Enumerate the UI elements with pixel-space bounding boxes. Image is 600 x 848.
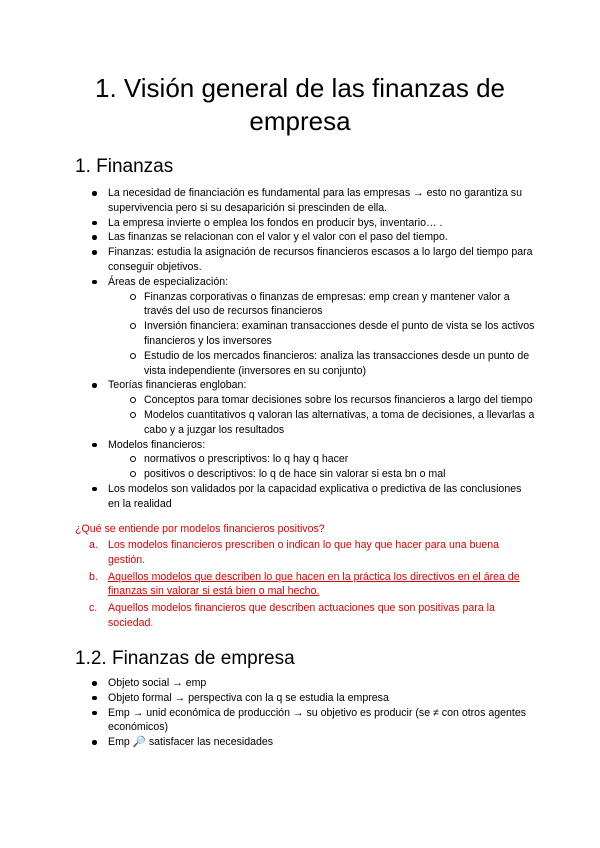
- list-item: Objeto formal → perspectiva con la q se estudia la empresa: [75, 691, 535, 706]
- list-item: La necesidad de financiación es fundamental para las empresas → esto no garantiza su supervivencia pero si su desaparición si prescinden de ella.: [75, 186, 535, 216]
- sub-list-item: Finanzas corporativas o finanzas de empresas: emp crean y mantener valor a través del uso de recursos financieros: [75, 290, 535, 320]
- bullet-icon: [92, 740, 97, 745]
- bullet-icon: [92, 250, 97, 255]
- sub-list-item: Inversión financiera: examinan transacciones desde el punto de vista se los activos financieros y los inversores: [75, 319, 535, 349]
- finanzas-list: [75, 186, 535, 512]
- bullet-icon: [92, 696, 97, 701]
- sub-list-item: Conceptos para tomar decisiones sobre los recursos financieros a largo del tiempo: [75, 393, 535, 408]
- bullet-icon: [92, 681, 97, 686]
- list-item: Áreas de especialización:: [75, 275, 535, 290]
- circle-bullet-icon: [130, 323, 136, 329]
- list-item: Teorías financieras engloban:: [75, 378, 535, 393]
- quiz-option-b: b. Aquellos modelos que describen lo que hacen en la práctica los directivos en el área de finanzas sin valorar si está bien o mal hecho.: [89, 570, 520, 598]
- quiz-option-a: a. Los modelos financieros prescriben o indican lo que hay que hacer para una buena gestión.: [89, 539, 500, 566]
- circle-bullet-icon: [130, 412, 136, 418]
- bullet-icon: [92, 221, 97, 226]
- list-item: Las finanzas se relacionan con el valor y el valor con el paso del tiempo.: [75, 230, 535, 245]
- section-heading-finanzas-de-empresa: 1.2. Finanzas de empresa: [75, 648, 295, 669]
- sub-list-item: normativos o prescriptivos: lo q hay q hacer: [75, 452, 535, 467]
- section-heading-finanzas: 1. Finanzas: [75, 156, 174, 177]
- bullet-icon: [92, 383, 97, 388]
- page-title: 1. Visión general de las finanzas de empresa: [94, 73, 506, 136]
- list-item: Finanzas: estudia la asignación de recursos financieros escasos a lo largo del tiempo para conseguir objetivos.: [75, 245, 535, 275]
- bullet-icon: [92, 711, 97, 716]
- circle-bullet-icon: [130, 294, 136, 300]
- finanzas-empresa-list: [75, 676, 535, 750]
- quiz-question: ¿Qué se entiende por modelos financieros positivos?: [75, 523, 325, 535]
- circle-bullet-icon: [130, 397, 136, 403]
- sub-list-item: Modelos cuantitativos q valoran las alternativas, a toma de decisiones, a llevarlas a cabo y a juzgar los resultados: [75, 408, 535, 438]
- list-item: La empresa invierte o emplea los fondos en producir bys, inventario… .: [75, 216, 535, 231]
- quiz-options: [75, 538, 535, 631]
- list-item: Modelos financieros:: [75, 438, 535, 453]
- circle-bullet-icon: [130, 456, 136, 462]
- sub-list-item: Estudio de los mercados financieros: analiza las transacciones desde un punto de vista independiente (inversores en su conjunto): [75, 349, 535, 379]
- bullet-icon: [92, 487, 97, 492]
- quiz-option-c: c. Aquellos modelos financieros que describen actuaciones que son positivas para la sociedad.: [89, 602, 495, 629]
- list-item: Emp → unid económica de producción → su objetivo es producir (se ≠ con otros agentes económicos): [75, 706, 535, 736]
- circle-bullet-icon: [130, 471, 136, 477]
- list-item: Los modelos son validados por la capacidad explicativa o predictiva de las conclusiones en la realidad: [75, 482, 535, 512]
- bullet-icon: [92, 235, 97, 240]
- list-item: Objeto social → emp: [75, 676, 535, 691]
- bullet-icon: [92, 443, 97, 448]
- circle-bullet-icon: [130, 353, 136, 359]
- list-item: Emp 🔎 satisfacer las necesidades: [75, 735, 535, 750]
- sub-list-item: positivos o descriptivos: lo q de hace sin valorar si esta bn o mal: [75, 467, 535, 482]
- bullet-icon: [92, 280, 97, 285]
- bullet-icon: [92, 191, 97, 196]
